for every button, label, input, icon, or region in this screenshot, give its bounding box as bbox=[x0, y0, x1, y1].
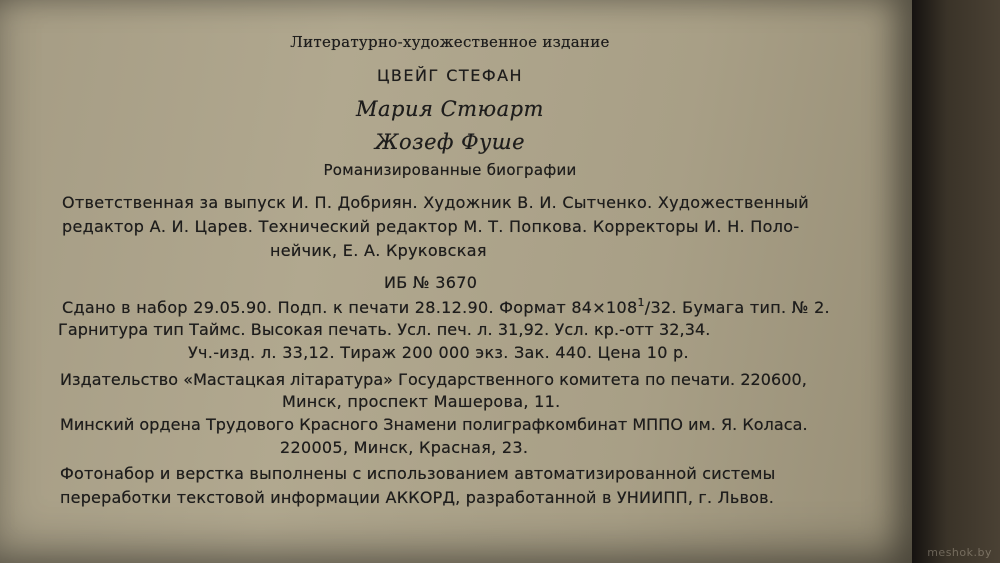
print-info-line-1 bbox=[62, 296, 830, 317]
credits-line-2: редактор А. И. Царев. Технический редактор М. Т. Попкова. Корректоры И. Н. Поло- bbox=[62, 217, 800, 236]
book-title-1: Мария Стюарт bbox=[356, 97, 544, 121]
print-info-line-3: Уч.-изд. л. 33,12. Тираж 200 000 экз. Зак. 440. Цена 10 р. bbox=[188, 343, 689, 362]
watermark: meshok.by bbox=[927, 546, 992, 559]
print-info-line-2: Гарнитура тип Таймс. Высокая печать. Усл. печ. л. 31,92. Усл. кр.-отт 32,34. bbox=[58, 320, 711, 339]
format-superscript: 1 bbox=[637, 296, 645, 309]
print-info-1a: Сдано в набор 29.05.90. Подп. к печати 28.12.90. Формат 84×108 bbox=[62, 298, 638, 317]
typeset-line-1: Фотонабор и верстка выполнены с использованием автоматизированной системы bbox=[60, 464, 776, 483]
author-name: ЦВЕЙГ СТЕФАН bbox=[376, 66, 524, 85]
print-info-1b: /32. Бумага тип. № 2. bbox=[644, 298, 830, 317]
genre: Романизированные биографии bbox=[323, 161, 577, 179]
book-title-2: Жозеф Фуше bbox=[374, 130, 526, 154]
credits-line-3: нейчик, Е. А. Круковская bbox=[270, 241, 487, 260]
book-edge-shadow bbox=[912, 0, 1000, 563]
edition-type: Литературно-художественное издание bbox=[290, 33, 610, 51]
printer-line-1: Минский ордена Трудового Красного Знамени полиграфкомбинат МППО им. Я. Коласа. bbox=[60, 415, 808, 434]
publisher-line-1: Издательство «Мастацкая лiтаратура» Государственного комитета по печати. 220600, bbox=[60, 370, 807, 389]
printer-line-2: 220005, Минск, Красная, 23. bbox=[280, 438, 529, 457]
publisher-line-2: Минск, проспект Машерова, 11. bbox=[282, 392, 561, 411]
typeset-line-2: переработки текстовой информации АККОРД, разработанной в УНИИПП, г. Львов. bbox=[60, 488, 774, 507]
ib-number: ИБ № 3670 bbox=[384, 273, 478, 292]
credits-line-1: Ответственная за выпуск И. П. Добриян. Художник В. И. Сытченко. Художественный bbox=[62, 193, 809, 212]
